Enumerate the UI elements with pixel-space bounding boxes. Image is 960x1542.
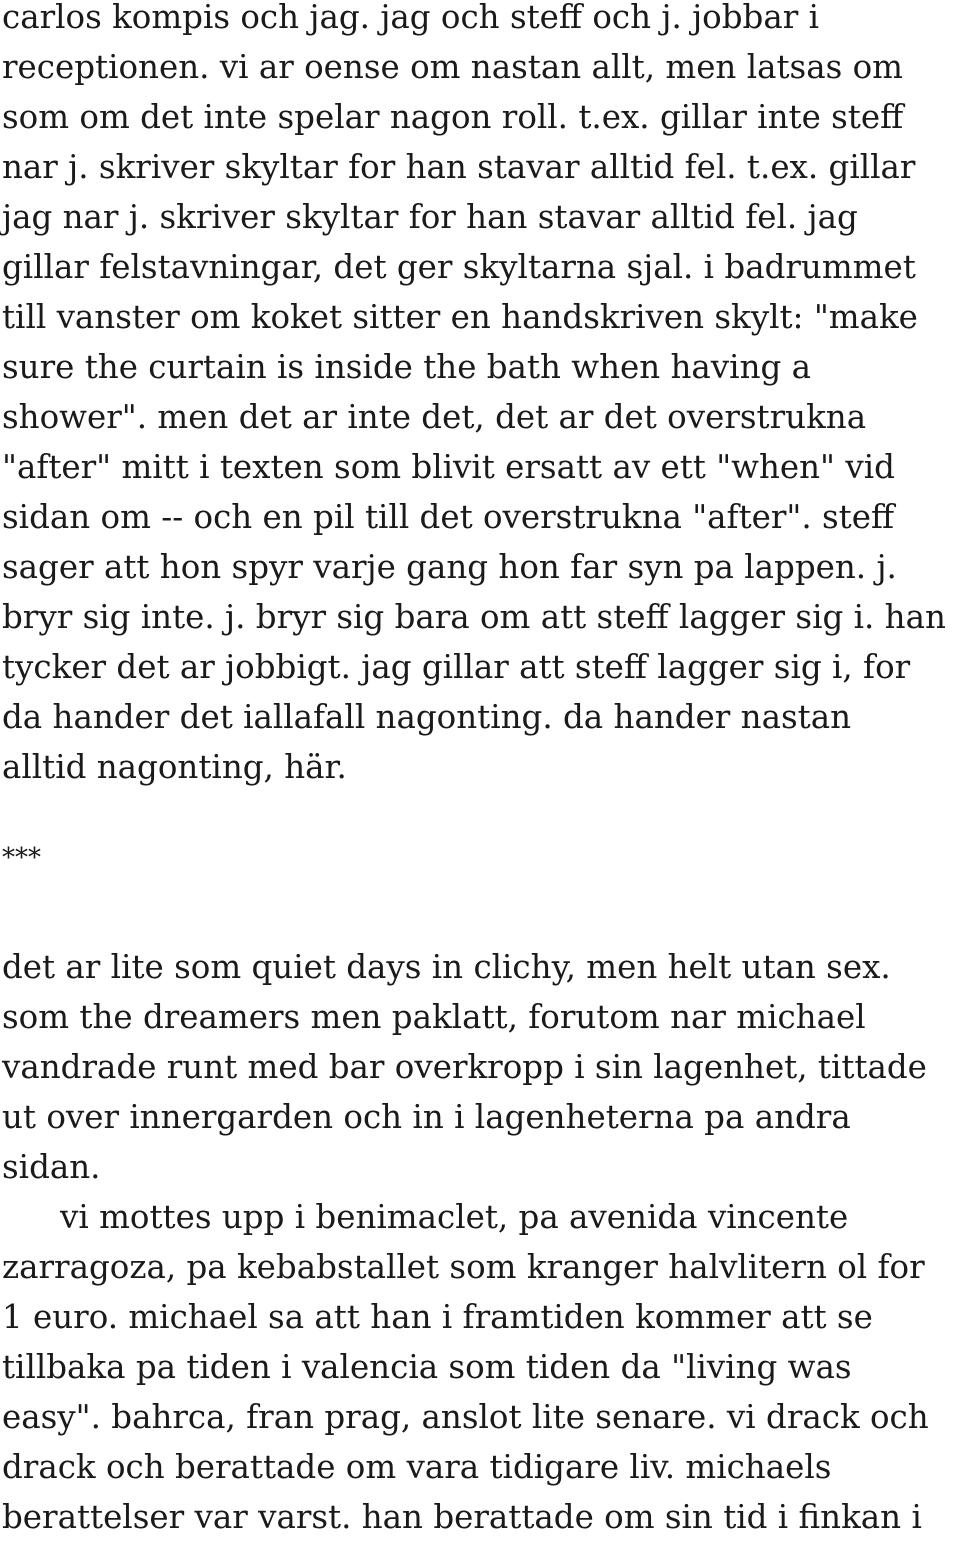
text-line: shower". men det ar inte det, det ar det overstrukna <box>2 398 867 436</box>
text-line: ut over innergarden och in i lagenheterna pa andra <box>2 1098 851 1136</box>
text-line: till vanster om koket sitter en handskriven skylt: "make <box>2 298 918 336</box>
text-line: 1 euro. michael sa att han i framtiden kommer att se <box>2 1298 873 1336</box>
text-line: zarragoza, pa kebabstallet som kranger halvlitern ol for <box>2 1248 925 1286</box>
text-line: sure the curtain is inside the bath when having a <box>2 348 812 386</box>
text-line: nar j. skriver skyltar for han stavar alltid fel. t.ex. gillar <box>2 148 916 186</box>
text-line: vi mottes upp i benimaclet, pa avenida vincente <box>60 1198 849 1236</box>
text-line: da hander det iallafall nagonting. da hander nastan <box>2 698 852 736</box>
paragraph-valencia <box>2 942 929 1542</box>
text-line: det ar lite som quiet days in clichy, men helt utan sex. <box>2 948 891 986</box>
text-line: sidan om -- och en pil till det overstrukna "after". steff <box>2 498 895 536</box>
text-line: drack och berattade om vara tidigare liv. michaels <box>2 1448 832 1486</box>
text-line: easy". bahrca, fran prag, anslot lite senare. vi drack och <box>2 1398 929 1436</box>
text-line: sidan. <box>2 1148 101 1186</box>
text-line: carlos kompis och jag. jag och steff och j. jobbar i <box>2 0 819 36</box>
text-line: som om det inte spelar nagon roll. t.ex. gillar inte steff <box>2 98 904 136</box>
text-line: sager att hon spyr varje gang hon far syn pa lappen. j. <box>2 548 897 586</box>
text-line: gillar felstavningar, det ger skyltarna sjal. i badrummet <box>2 248 916 286</box>
text-line: berattelser var varst. han berattade om sin tid i finkan i <box>2 1498 922 1536</box>
section-separator: *** <box>2 843 41 873</box>
paragraph-reception <box>2 0 946 792</box>
text-line: "after" mitt i texten som blivit ersatt av ett "when" vid <box>2 448 895 486</box>
text-line: receptionen. vi ar oense om nastan allt, men latsas om <box>2 48 903 86</box>
text-line: tillbaka pa tiden i valencia som tiden da "living was <box>2 1348 852 1386</box>
text-line: vandrade runt med bar overkropp i sin lagenhet, tittade <box>2 1048 927 1086</box>
text-line: som the dreamers men paklatt, forutom nar michael <box>2 998 866 1036</box>
text-line: jag nar j. skriver skyltar for han stavar alltid fel. jag <box>2 198 858 236</box>
text-line: alltid nagonting, här. <box>2 748 347 786</box>
text-line: tycker det ar jobbigt. jag gillar att steff lagger sig i, for <box>2 648 911 686</box>
text-line: bryr sig inte. j. bryr sig bara om att steff lagger sig i. han <box>2 598 946 636</box>
